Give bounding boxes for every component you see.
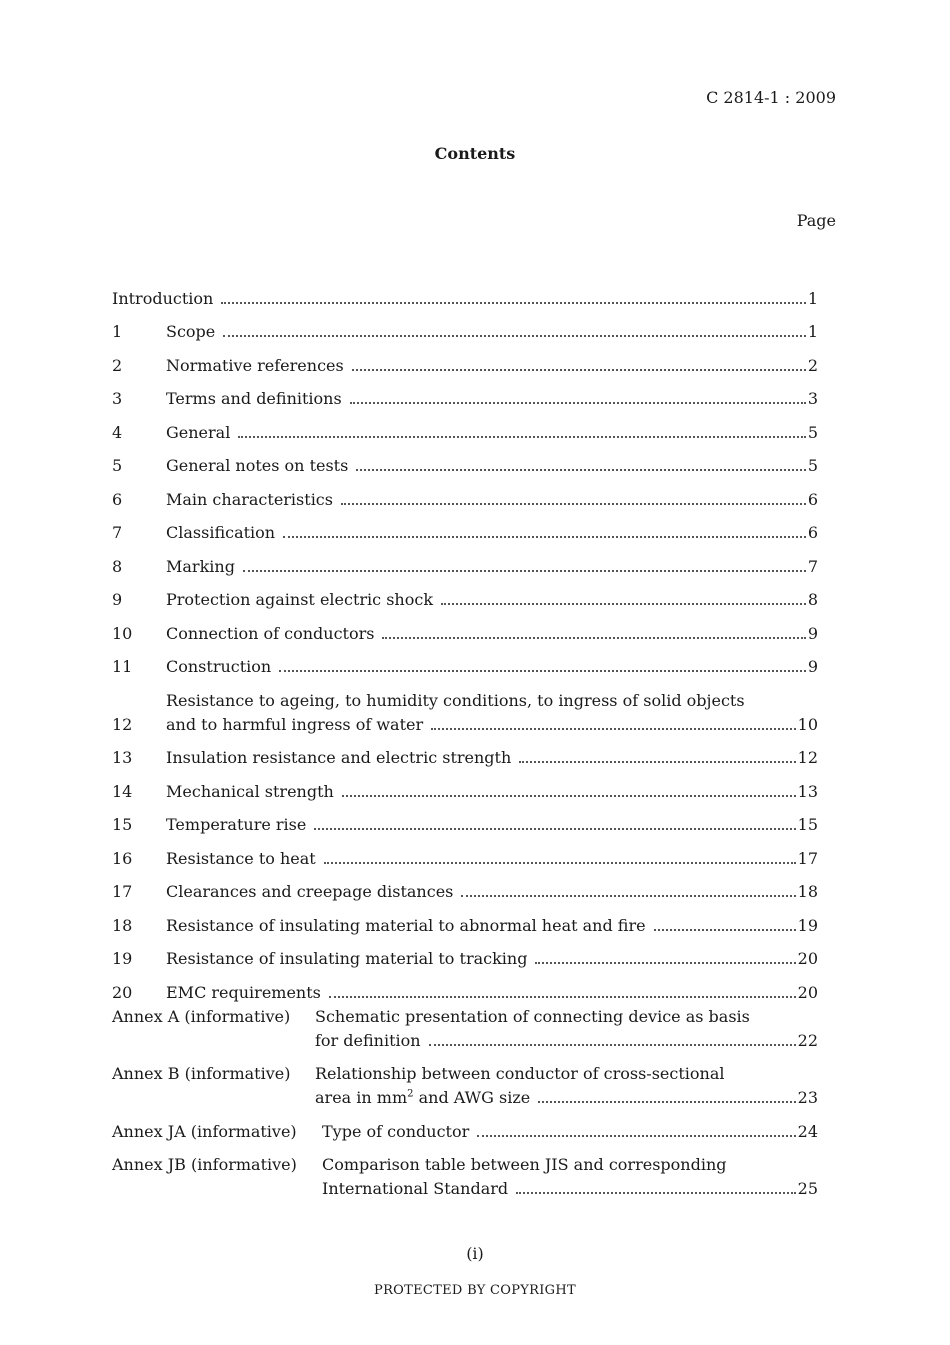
toc-entry-title: Classification — [166, 523, 276, 542]
toc-entry-page: 20 — [797, 982, 818, 1002]
toc-entry-title: Resistance to heat — [166, 848, 316, 868]
toc-entry-page: 19 — [797, 915, 818, 935]
dot-leader — [314, 828, 795, 830]
toc-entry-title: Normative references — [166, 355, 344, 375]
toc-entry-number: 15 — [112, 815, 133, 834]
toc-entry-clause[interactable] — [112, 971, 818, 1005]
toc-entry-clause[interactable] — [112, 579, 818, 613]
dot-leader — [243, 570, 806, 572]
toc-entry-clause[interactable] — [112, 311, 818, 345]
toc-entry-clause[interactable] — [112, 646, 818, 680]
toc-entry-title-line1: Resistance to ageing, to humidity conditions, to ingress of solid objects — [166, 690, 745, 710]
toc-entry-number: 11 — [112, 657, 133, 676]
toc-entry-annex[interactable] — [112, 1005, 818, 1063]
dot-leader — [324, 862, 796, 864]
toc-entry-number: 5 — [112, 456, 123, 475]
toc-entry-number: 18 — [112, 915, 133, 935]
annex-label: Annex JA (informative) — [112, 1121, 297, 1141]
toc-entry-title: General notes on tests — [166, 456, 349, 475]
toc-entry-title: Marking — [166, 556, 235, 576]
toc-entry-number: 9 — [112, 590, 123, 609]
toc-entry-clause[interactable] — [112, 770, 818, 804]
toc-entry-title: Mechanical strength — [166, 781, 334, 801]
toc-entry-number: 7 — [112, 523, 123, 542]
dot-leader — [238, 436, 805, 438]
page-column-label: Page — [796, 211, 836, 230]
toc-entry-clause[interactable] — [112, 411, 818, 445]
dot-leader — [441, 603, 806, 605]
dot-leader — [538, 1101, 795, 1103]
toc-entry-page: 13 — [797, 781, 818, 801]
toc-entry-page: 22 — [797, 1030, 818, 1050]
toc-entry-title: Resistance of insulating material to abnormal heat and fire — [166, 915, 646, 935]
toc-entry-clause[interactable] — [112, 378, 818, 412]
dot-leader — [516, 1192, 795, 1194]
toc-entry-page: 6 — [807, 489, 818, 509]
annex-title-line1: Schematic presentation of connecting device as basis — [315, 1006, 750, 1026]
toc-entry-page: 8 — [807, 590, 818, 609]
toc-entry-page: 9 — [807, 623, 818, 643]
toc-entry-page: 18 — [797, 882, 818, 901]
toc-entry-introduction[interactable] — [112, 277, 818, 311]
annex-title: Type of conductor — [322, 1121, 470, 1141]
dot-leader — [221, 302, 805, 304]
toc-entry-title: Insulation resistance and electric strength — [166, 748, 512, 767]
toc-entry-page: 12 — [797, 748, 818, 767]
toc-entry-page: 6 — [807, 523, 818, 542]
toc-entry-title: Temperature rise — [166, 815, 307, 834]
toc-entry-title: Scope — [166, 322, 216, 341]
toc-entry-page: 1 — [807, 288, 818, 308]
toc-entry-page: 1 — [807, 322, 818, 341]
annex-title-line2: area in $mm^2$ and AWG size — [315, 1088, 531, 1107]
dot-leader — [342, 795, 796, 797]
toc-entry-page: 3 — [807, 389, 818, 408]
toc-entry-clause[interactable] — [112, 938, 818, 972]
toc-entry-number: 12 — [112, 714, 133, 734]
toc-entry-clause[interactable] — [112, 679, 818, 737]
dot-leader — [223, 335, 806, 337]
annex-title-line2: for definition — [315, 1030, 421, 1050]
toc-entry-page: 25 — [797, 1179, 818, 1198]
toc-entry-clause[interactable] — [112, 612, 818, 646]
annex-label: Annex JB (informative) — [112, 1155, 297, 1174]
toc-entry-clause[interactable] — [112, 804, 818, 838]
toc-entry-title: General — [166, 422, 231, 442]
dot-leader — [477, 1135, 795, 1137]
toc-entry-title: Connection of conductors — [166, 623, 375, 643]
dot-leader — [535, 962, 795, 964]
annex-label: Annex A (informative) — [112, 1006, 291, 1026]
toc-entry-clause[interactable] — [112, 904, 818, 938]
toc-entry-clause[interactable] — [112, 478, 818, 512]
toc-entry-number: 2 — [112, 355, 123, 375]
toc-entry-number: 10 — [112, 623, 133, 643]
toc-entry-clause[interactable] — [112, 512, 818, 546]
toc-entry-page: 7 — [807, 556, 818, 576]
toc-entry-title: EMC requirements — [166, 982, 321, 1002]
toc-entry-title: Clearances and creepage distances — [166, 882, 454, 901]
toc-entry-page: 9 — [807, 657, 818, 676]
toc-entry-title: Main characteristics — [166, 489, 333, 509]
toc-entry-clause[interactable] — [112, 737, 818, 771]
toc-entry-number: 8 — [112, 556, 123, 576]
dot-leader — [519, 761, 795, 763]
dot-leader — [329, 996, 796, 998]
dot-leader — [461, 895, 795, 897]
annex-title-line2: International Standard — [322, 1179, 509, 1198]
toc-entry-page: 24 — [797, 1121, 818, 1141]
toc-entry-title-line2: and to harmful ingress of water — [166, 714, 424, 734]
dot-leader — [352, 369, 806, 371]
toc-entry-page: 23 — [797, 1088, 818, 1107]
toc-entry-page: 10 — [797, 714, 818, 734]
toc-entry-title: Construction — [166, 657, 272, 676]
toc-entry-number: 6 — [112, 489, 123, 509]
toc-entry-clause[interactable] — [112, 545, 818, 579]
toc-entry-number: 16 — [112, 848, 133, 868]
annex-title-line1: Comparison table between JIS and corresponding — [322, 1155, 727, 1174]
toc-entry-page: 17 — [797, 848, 818, 868]
toc-entry-title: Protection against electric shock — [166, 590, 434, 609]
toc-entry-clause[interactable] — [112, 871, 818, 905]
annex-title-line1: Relationship between conductor of cross-sectional — [315, 1064, 725, 1083]
dot-leader — [279, 670, 806, 672]
toc-entry-annex[interactable] — [112, 1153, 818, 1211]
toc-entry-number: 13 — [112, 748, 133, 767]
dot-leader — [350, 402, 806, 404]
toc-entry-page: 2 — [807, 355, 818, 375]
dot-leader — [431, 728, 796, 730]
toc-entry-clause[interactable] — [112, 445, 818, 479]
toc-entry-number: 20 — [112, 982, 133, 1002]
toc-entry-clause[interactable] — [112, 344, 818, 378]
toc-entry-page: 5 — [807, 422, 818, 442]
toc-entry-number: 14 — [112, 781, 133, 801]
page-title: Contents — [434, 144, 516, 163]
toc-entry-page: 20 — [797, 949, 818, 968]
toc-entry-number: 17 — [112, 882, 133, 901]
table-of-contents — [112, 277, 818, 1211]
dot-leader — [654, 929, 796, 931]
dot-leader — [429, 1044, 796, 1046]
toc-entry-annex[interactable] — [112, 1120, 818, 1154]
copyright-notice: PROTECTED BY COPYRIGHT — [374, 1283, 576, 1298]
toc-entry-page: 15 — [797, 815, 818, 834]
annex-label: Annex B (informative) — [112, 1064, 291, 1083]
toc-entry-clause[interactable] — [112, 837, 818, 871]
toc-entry-page: 5 — [807, 456, 818, 475]
toc-entry-number: 19 — [112, 949, 133, 968]
dot-leader — [283, 536, 806, 538]
document-id: C 2814-1 : 2009 — [706, 88, 836, 107]
toc-entry-number: 3 — [112, 389, 123, 408]
toc-entry-title: Terms and definitions — [166, 389, 342, 408]
dot-leader — [341, 503, 806, 505]
toc-entry-title: Resistance of insulating material to tracking — [166, 949, 528, 968]
dot-leader — [382, 637, 805, 639]
toc-entry-number: 1 — [112, 322, 123, 341]
page-number: (i) — [466, 1244, 484, 1263]
toc-entry-title: Introduction — [112, 288, 214, 308]
toc-entry-number: 4 — [112, 422, 123, 442]
dot-leader — [356, 469, 805, 471]
toc-entry-annex[interactable] — [112, 1062, 818, 1120]
